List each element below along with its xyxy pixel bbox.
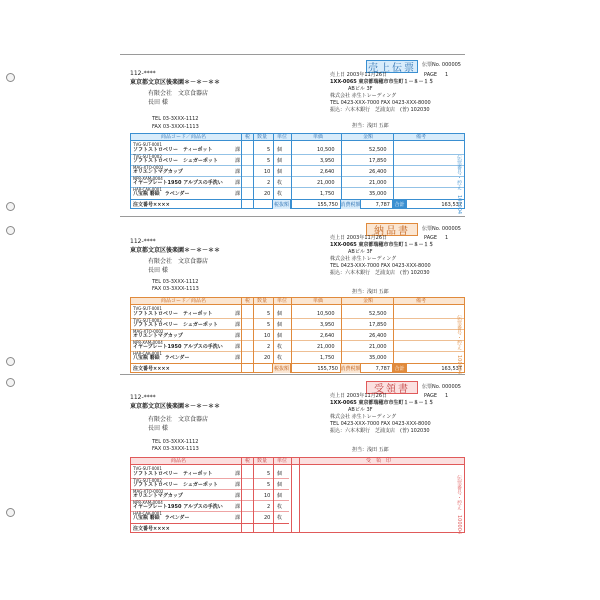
header-qty: 数量 xyxy=(257,134,268,140)
item-amount: 35,000 xyxy=(369,191,387,197)
punch-hole xyxy=(6,508,15,517)
item-amount: 17,850 xyxy=(369,158,387,164)
item-tax: 課 xyxy=(235,344,241,350)
item-qty: 5 xyxy=(267,311,271,317)
zip: 112-**** xyxy=(130,70,156,77)
subtotal-label: 税抜額 xyxy=(273,366,289,372)
item-price: 2,640 xyxy=(320,169,335,175)
item-price: 21,000 xyxy=(317,180,335,186)
slip-number-label: 伝票No. 000005 xyxy=(422,226,461,232)
header-tax: 税 xyxy=(245,134,251,140)
item-price: 1,750 xyxy=(320,191,335,197)
sheet-sales-slip xyxy=(120,54,465,214)
item-qty: 10 xyxy=(264,169,271,175)
bank-info: 振込：六本木銀行 芝浦支店 (普) 102030 xyxy=(330,428,430,434)
header-product: 商品コード／商品名 xyxy=(161,134,207,140)
sheet-receipt xyxy=(120,374,465,534)
side-print: 伝票番号・控え 100004 xyxy=(456,475,462,535)
sender-building: ABビル 3F xyxy=(348,249,373,255)
item-code: NPR-XAM-0004 xyxy=(133,176,163,181)
sender-company: 株式会社 赤生トレーディング xyxy=(330,93,397,99)
staff-name: 担当：浅田 五郎 xyxy=(352,447,389,453)
item-tax: 課 xyxy=(235,147,241,153)
item-amount: 21,000 xyxy=(369,180,387,186)
item-amount: 35,000 xyxy=(369,355,387,361)
item-tax: 課 xyxy=(235,333,241,339)
subtotal-value: 155,750 xyxy=(291,200,341,209)
sender-tel: TEL 0423-XXX-7000 FAX 0423-XXX-8000 xyxy=(330,263,431,269)
item-name: イヤープレート1950 アルプスの手洗い xyxy=(133,504,223,510)
customer-person: 長田 様 xyxy=(148,99,168,106)
item-unit: 個 xyxy=(277,482,283,488)
page-number: PAGE 1 xyxy=(424,72,449,78)
header-unit: 単位 xyxy=(277,134,288,140)
staff-name: 担当：浅田 五郎 xyxy=(352,289,389,295)
staff-name: 担当：浅田 五郎 xyxy=(352,123,389,129)
item-code: TVG-SUT-0001 xyxy=(133,306,162,311)
item-name: イヤープレート1950 アルプスの手洗い xyxy=(133,180,223,186)
total-value: 163,537 xyxy=(441,201,462,208)
total-label: 合計 xyxy=(393,200,407,209)
item-name: ソフトストロベリー ティーポット xyxy=(133,147,213,153)
tax-label: 消費税額 xyxy=(340,202,361,208)
item-tax: 課 xyxy=(235,311,241,317)
sender-building: ABビル 3F xyxy=(348,86,373,92)
item-tax: 課 xyxy=(235,322,241,328)
order-number: 注文番号×××× xyxy=(131,200,273,209)
item-unit: 個 xyxy=(277,493,283,499)
sales-date: 売上日 2003年11月26日 xyxy=(330,393,388,399)
customer-fax: FAX 03-3XXX-1113 xyxy=(152,124,199,130)
item-tax: 課 xyxy=(235,158,241,164)
customer-tel: TEL 03-3XXX-1112 xyxy=(152,439,199,445)
totals-row xyxy=(131,363,464,372)
header-amount: 金額 xyxy=(363,298,374,304)
subtotal-label: 税抜額 xyxy=(273,202,289,208)
item-qty: 20 xyxy=(264,355,271,361)
customer-company: 有限会社 文京食器店 xyxy=(148,90,209,97)
subtotal-value: 155,750 xyxy=(291,364,341,373)
header-unit: 単位 xyxy=(277,458,288,464)
item-qty: 10 xyxy=(264,333,271,339)
item-unit: 枚 xyxy=(277,344,283,350)
item-price: 3,950 xyxy=(320,322,335,328)
slip-number-label: 伝票No. 000005 xyxy=(422,384,461,390)
item-amount: 52,500 xyxy=(369,147,387,153)
tax-value: 7,787 xyxy=(361,200,393,209)
item-code: TVG-SUT-0001 xyxy=(133,466,162,471)
item-amount: 26,400 xyxy=(369,169,387,175)
customer-tel: TEL 03-3XXX-1112 xyxy=(152,279,199,285)
header-product: 商品名 xyxy=(171,458,187,464)
item-qty: 20 xyxy=(264,515,271,521)
item-unit: 個 xyxy=(277,169,283,175)
page-number: PAGE 1 xyxy=(424,393,449,399)
item-unit: 枚 xyxy=(277,355,283,361)
item-price: 1,750 xyxy=(320,355,335,361)
bank-info: 振込：六本木銀行 芝浦支店 (普) 102030 xyxy=(330,107,430,113)
customer-fax: FAX 03-3XXX-1113 xyxy=(152,446,199,452)
header-price: 単価 xyxy=(313,134,324,140)
item-name: ソフトストロベリー シュガーポット xyxy=(133,482,218,488)
sender-address: 1XX-0065 東京都瑞穂市市生町１－８－１５ xyxy=(330,79,434,85)
order-number: 注文番号×××× xyxy=(133,526,170,532)
punch-hole xyxy=(6,73,15,82)
item-qty: 5 xyxy=(267,147,271,153)
customer-address: 東京都文京区後楽園＊－＊－＊＊ xyxy=(130,247,221,254)
item-qty: 2 xyxy=(267,344,271,350)
sheet-delivery-note xyxy=(120,216,465,374)
item-tax: 課 xyxy=(235,355,241,361)
item-unit: 枚 xyxy=(277,515,283,521)
zip: 112-**** xyxy=(130,394,156,401)
header-unit: 単位 xyxy=(277,298,288,304)
total-value: 163,537 xyxy=(441,365,462,372)
item-code: HAP-CAK-0001 xyxy=(133,351,162,356)
item-tax: 課 xyxy=(235,504,241,510)
sender-building: ABビル 3F xyxy=(348,407,373,413)
sender-address: 1XX-0065 東京都瑞穂市市生町１－８－１５ xyxy=(330,400,434,406)
header-remarks: 備考 xyxy=(416,298,427,304)
receipt-stamp-label: 受 領 印 xyxy=(366,458,392,464)
item-name: 八宝瓶 磐絵 ラベンダー xyxy=(133,191,190,197)
order-number: 注文番号×××× xyxy=(131,364,273,373)
tax-value: 7,787 xyxy=(361,364,393,373)
item-code: NPR-XAM-0004 xyxy=(133,340,163,345)
item-tax: 課 xyxy=(235,180,241,186)
item-unit: 個 xyxy=(277,311,283,317)
item-amount: 17,850 xyxy=(369,322,387,328)
item-table xyxy=(130,297,465,373)
item-price: 3,950 xyxy=(320,158,335,164)
header-tax: 税 xyxy=(245,458,251,464)
header-tax: 税 xyxy=(245,298,251,304)
item-name: ソフトストロベリー シュガーポット xyxy=(133,322,218,328)
item-price: 21,000 xyxy=(317,344,335,350)
item-unit: 枚 xyxy=(277,180,283,186)
item-name: 八宝瓶 磐絵 ラベンダー xyxy=(133,515,190,521)
item-amount: 26,400 xyxy=(369,333,387,339)
item-price: 2,640 xyxy=(320,333,335,339)
side-print: 伝票番号・控え 100004 xyxy=(456,155,462,215)
item-qty: 2 xyxy=(267,504,271,510)
item-name: オリエントマグカップ xyxy=(133,169,183,175)
punch-hole xyxy=(6,226,15,235)
item-code: TVG-SUT-0002 xyxy=(133,478,162,483)
side-print: 伝票番号・控え 100004 xyxy=(456,315,462,375)
bank-info: 振込：六本木銀行 芝浦支店 (普) 102030 xyxy=(330,270,430,276)
customer-company: 有限会社 文京食器店 xyxy=(148,258,209,265)
punch-hole xyxy=(6,378,15,387)
sender-address: 1XX-0065 東京都瑞穂市市生町１－８－１５ xyxy=(330,242,434,248)
item-tax: 課 xyxy=(235,493,241,499)
header-price: 単価 xyxy=(313,298,324,304)
header-remarks: 備考 xyxy=(416,134,427,140)
item-amount: 52,500 xyxy=(369,311,387,317)
order-row xyxy=(131,523,289,532)
header-amount: 金額 xyxy=(363,134,374,140)
item-unit: 個 xyxy=(277,322,283,328)
item-unit: 個 xyxy=(277,471,283,477)
item-name: ソフトストロベリー ティーポット xyxy=(133,471,213,477)
punch-hole xyxy=(6,357,15,366)
slip-number-label: 伝票No. 000005 xyxy=(422,62,461,68)
total-label: 合計 xyxy=(393,364,407,373)
header-qty: 数量 xyxy=(257,298,268,304)
sender-company: 株式会社 赤生トレーディング xyxy=(330,414,397,420)
item-code: NPR-XAM-0004 xyxy=(133,500,163,505)
tax-label: 消費税額 xyxy=(340,366,361,372)
header-qty: 数量 xyxy=(257,458,268,464)
item-name: オリエントマグカップ xyxy=(133,493,183,499)
item-qty: 2 xyxy=(267,180,271,186)
item-unit: 個 xyxy=(277,158,283,164)
sheet-title: 売上伝票 xyxy=(366,60,418,73)
zip: 112-**** xyxy=(130,238,156,245)
item-qty: 5 xyxy=(267,482,271,488)
item-qty: 20 xyxy=(264,191,271,197)
item-tax: 課 xyxy=(235,515,241,521)
item-tax: 課 xyxy=(235,471,241,477)
item-code: MAG-XTO-0002 xyxy=(133,165,164,170)
item-name: ソフトストロベリー シュガーポット xyxy=(133,158,218,164)
item-price: 10,500 xyxy=(317,311,335,317)
item-name: ソフトストロベリー ティーポット xyxy=(133,311,213,317)
item-qty: 5 xyxy=(267,158,271,164)
item-qty: 5 xyxy=(267,471,271,477)
item-code: MAG-XTO-0002 xyxy=(133,329,164,334)
customer-person: 長田 様 xyxy=(148,425,168,432)
item-code: TVG-SUT-0002 xyxy=(133,154,162,159)
sales-date: 売上日 2003年11月26日 xyxy=(330,72,388,78)
customer-fax: FAX 03-3XXX-1113 xyxy=(152,286,199,292)
sheet-title: 納品書 xyxy=(366,223,418,236)
item-tax: 課 xyxy=(235,482,241,488)
item-table xyxy=(130,457,465,533)
item-code: TVG-SUT-0001 xyxy=(133,142,162,147)
punch-hole xyxy=(6,202,15,211)
item-tax: 課 xyxy=(235,169,241,175)
item-code: HAP-CAK-0001 xyxy=(133,187,162,192)
item-tax: 課 xyxy=(235,191,241,197)
item-unit: 個 xyxy=(277,147,283,153)
customer-company: 有限会社 文京食器店 xyxy=(148,416,209,423)
item-name: イヤープレート1950 アルプスの手洗い xyxy=(133,344,223,350)
totals-row xyxy=(131,199,464,208)
item-code: HAP-CAK-0001 xyxy=(133,511,162,516)
item-name: 八宝瓶 磐絵 ラベンダー xyxy=(133,355,190,361)
customer-person: 長田 様 xyxy=(148,267,168,274)
sales-date: 売上日 2003年11月26日 xyxy=(330,235,388,241)
item-unit: 枚 xyxy=(277,191,283,197)
sender-tel: TEL 0423-XXX-7000 FAX 0423-XXX-8000 xyxy=(330,100,431,106)
item-price: 10,500 xyxy=(317,147,335,153)
sheet-title: 受領書 xyxy=(366,381,418,394)
header-product: 商品コード／商品名 xyxy=(161,298,207,304)
item-qty: 5 xyxy=(267,322,271,328)
item-code: TVG-SUT-0002 xyxy=(133,318,162,323)
item-unit: 個 xyxy=(277,333,283,339)
customer-address: 東京都文京区後楽園＊－＊－＊＊ xyxy=(130,79,221,86)
customer-address: 東京都文京区後楽園＊－＊－＊＊ xyxy=(130,403,221,410)
sender-tel: TEL 0423-XXX-7000 FAX 0423-XXX-8000 xyxy=(330,421,431,427)
item-name: オリエントマグカップ xyxy=(133,333,183,339)
sender-company: 株式会社 赤生トレーディング xyxy=(330,256,397,262)
item-code: MAG-XTO-0002 xyxy=(133,489,164,494)
item-unit: 枚 xyxy=(277,504,283,510)
item-qty: 10 xyxy=(264,493,271,499)
customer-tel: TEL 03-3XXX-1112 xyxy=(152,116,199,122)
item-table xyxy=(130,133,465,209)
item-amount: 21,000 xyxy=(369,344,387,350)
page-number: PAGE 1 xyxy=(424,235,449,241)
